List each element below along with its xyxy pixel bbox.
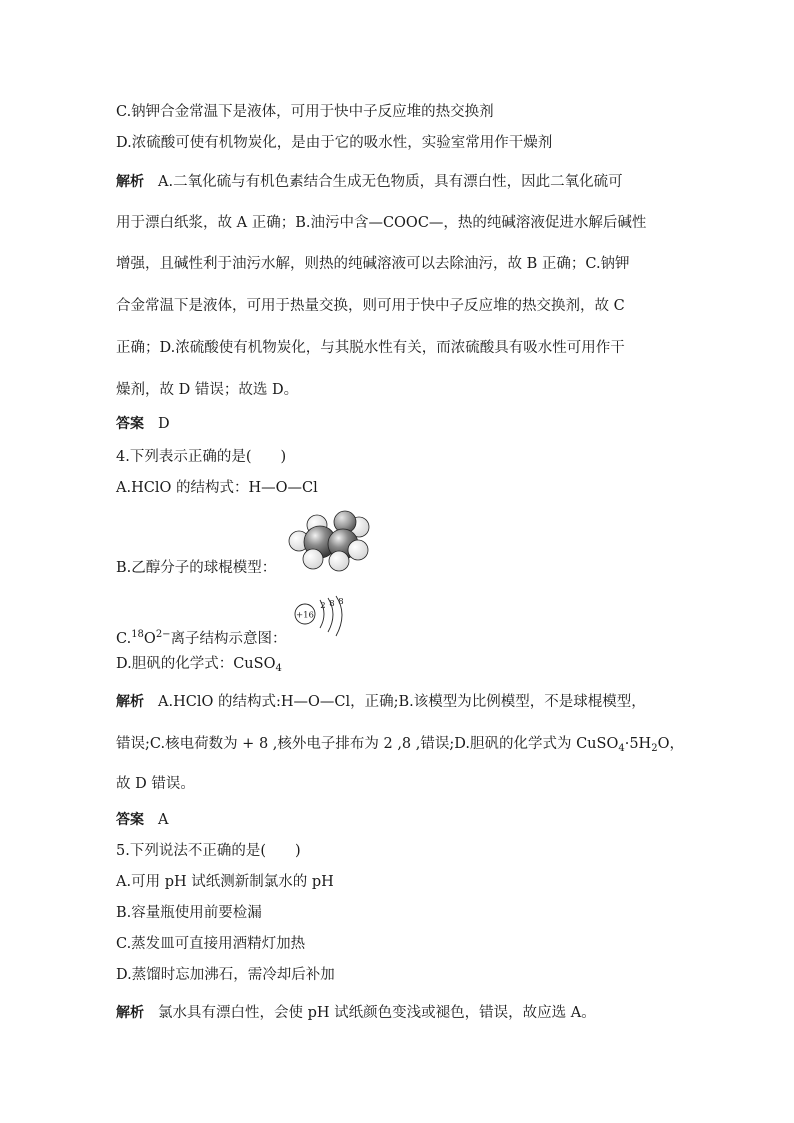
ion-structure-diagram [290, 594, 360, 642]
q3-analysis-line-1 [116, 172, 623, 192]
q5-option-c: C.蒸发皿可直接用酒精灯加热 [116, 936, 306, 952]
ethanol-space-filling-model [286, 510, 374, 572]
q3-answer [116, 414, 170, 434]
q3-option-d: D.浓硫酸可使有机物炭化，是由于它的吸水性，实验室常用作干燥剂 [116, 135, 553, 151]
q4-option-d [116, 654, 282, 679]
q5-analysis-label: 解析 [116, 1005, 144, 1021]
q4-analysis-line-2 [116, 734, 684, 759]
q4-option-b: B.乙醇分子的球棍模型： [116, 560, 277, 576]
q4-analysis-line-3: 故 D 错误。 [116, 776, 195, 792]
q5-option-b: B.容量瓶使用前要检漏 [116, 905, 262, 921]
q4-answer-label: 答案 [116, 812, 144, 828]
q4-option-d-text: D.胆矾的化学式：CuSO [116, 656, 276, 672]
q5-analysis-text: 氯水具有漂白性，会使 pH 试纸颜色变浅或褪色，错误，故应选 A。 [158, 1005, 596, 1021]
q3-option-c: C.钠钾合金常温下是液体，可用于快中子反应堆的热交换剂 [116, 104, 494, 120]
shell-count-2: 8 [329, 599, 335, 609]
q4-analysis-text-2a: 错误;C.核电荷数为 + 8 ,核外电子排布为 2 ,8 ,错误;D.胆矾的化学式为 CuSO [116, 736, 619, 752]
q4-option-c-prefix: C. [116, 631, 132, 647]
q4-stem: 4.下列表示正确的是( ) [116, 449, 287, 465]
q5-option-a: A.可用 pH 试纸测新制氯水的 pH [116, 874, 334, 890]
ion-charge: 2− [155, 629, 171, 640]
q4-analysis-sub-1: 4 [618, 743, 625, 754]
q5-analysis [116, 1003, 596, 1023]
q3-answer-value: D [158, 416, 170, 432]
ion-symbol: O [143, 631, 156, 647]
q3-analysis-label: 解析 [116, 174, 144, 190]
q3-analysis-line-3: 增强，且碱性利于油污水解，则热的纯碱溶液可以去除油污，故 B 正确；C.钠钾 [116, 256, 630, 272]
q4-option-a: A.HClO 的结构式：H—O—Cl [116, 480, 318, 496]
q3-analysis-line-2: 用于漂白纸浆，故 A 正确；B.油污中含—COOC—，热的纯碱溶液促进水解后碱性 [116, 215, 647, 231]
q5-stem: 5.下列说法不正确的是( ) [116, 843, 301, 859]
q4-analysis-sub-2: 2 [651, 743, 658, 754]
q4-answer-value: A [158, 812, 169, 828]
q4-option-c [116, 625, 287, 649]
shell-count-3: 8 [338, 597, 344, 607]
nucleus-charge: +16 [296, 610, 314, 621]
shell-count-1: 2 [320, 601, 326, 611]
q4-analysis-line-1 [116, 692, 646, 712]
q4-option-d-subscript: 4 [275, 663, 282, 674]
q3-analysis-line-4: 合金常温下是液体，可用于热量交换，则可用于快中子反应堆的热交换剂，故 C [116, 298, 625, 314]
isotope-mass-number: 18 [131, 629, 144, 640]
q4-analysis-label: 解析 [116, 694, 144, 710]
q4-analysis-text-1: A.HClO 的结构式:H—O—Cl，正确;B.该模型为比例模型，不是球棍模型， [158, 694, 646, 710]
q3-analysis-line-6: 燥剂，故 D 错误；故选 D。 [116, 382, 299, 398]
q4-analysis-text-2b: ·5H [624, 736, 652, 752]
q5-option-d: D.蒸馏时忘加沸石，需冷却后补加 [116, 967, 335, 983]
q4-answer [116, 810, 168, 830]
q3-analysis-text-1: A.二氧化硫与有机色素结合生成无色物质，具有漂白性，因此二氧化硫可 [158, 174, 623, 190]
q4-analysis-text-2c: O， [657, 736, 684, 752]
q3-answer-label: 答案 [116, 416, 144, 432]
q3-analysis-line-5: 正确；D.浓硫酸使有机物炭化，与其脱水性有关，而浓硫酸具有吸水性可用作干 [116, 340, 625, 356]
q4-option-c-text: 离子结构示意图： [170, 631, 287, 647]
